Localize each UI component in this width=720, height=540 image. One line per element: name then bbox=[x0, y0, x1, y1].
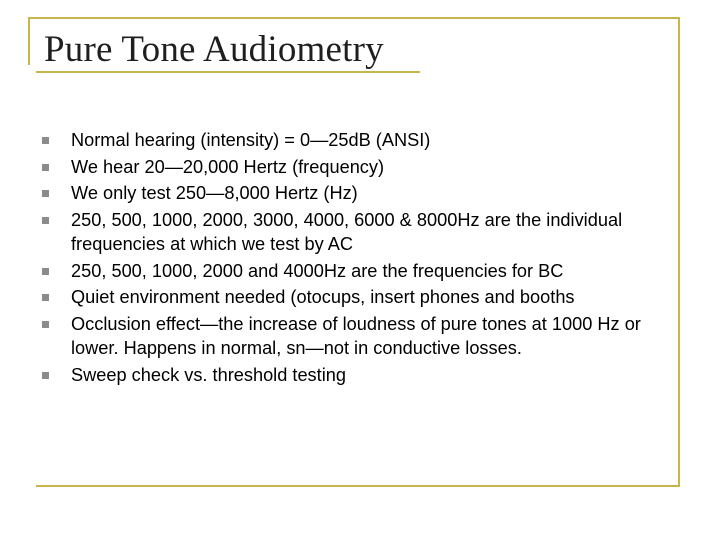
bullet-item bbox=[42, 285, 662, 310]
bullet-item bbox=[42, 259, 662, 284]
bullet-text: Occlusion effect—the increase of loudness of pure tones at 1000 Hz or lower. Happens in normal, sn—not in conductive losses. bbox=[71, 313, 641, 358]
bullet-text: We hear 20—20,000 Hertz (frequency) bbox=[71, 156, 385, 177]
bullet-item bbox=[42, 363, 662, 388]
square-bullet-icon bbox=[42, 137, 49, 144]
bullet-text: Sweep check vs. threshold testing bbox=[71, 364, 346, 385]
bullet-text: Quiet environment needed (otocups, insert phones and booths bbox=[71, 287, 575, 307]
slide-title: Pure Tone Audiometry bbox=[44, 29, 384, 70]
frame-bottom-line bbox=[36, 485, 680, 487]
bullet-item bbox=[42, 181, 662, 206]
square-bullet-icon bbox=[42, 268, 49, 275]
square-bullet-icon bbox=[42, 294, 49, 301]
square-bullet-icon bbox=[42, 190, 49, 197]
bullet-text: Normal hearing (intensity) = 0—25dB (ANSI) bbox=[71, 130, 431, 150]
frame-left-line bbox=[28, 17, 30, 65]
frame-top-line bbox=[28, 17, 680, 19]
bullet-item bbox=[42, 312, 662, 361]
title-underline bbox=[36, 71, 420, 73]
frame-right-line bbox=[678, 17, 680, 487]
square-bullet-icon bbox=[42, 372, 49, 379]
bullet-list bbox=[42, 128, 662, 389]
bullet-item bbox=[42, 155, 662, 180]
square-bullet-icon bbox=[42, 217, 49, 224]
bullet-item bbox=[42, 208, 662, 257]
square-bullet-icon bbox=[42, 321, 49, 328]
bullet-text: We only test 250—8,000 Hertz (Hz) bbox=[71, 183, 358, 203]
bullet-item bbox=[42, 128, 662, 153]
bullet-text: 250, 500, 1000, 2000 and 4000Hz are the frequencies for BC bbox=[71, 260, 564, 281]
square-bullet-icon bbox=[42, 164, 49, 171]
bullet-text: 250, 500, 1000, 2000, 3000, 4000, 6000 & 8000Hz are the individual frequencies at which we test by AC bbox=[71, 209, 623, 254]
